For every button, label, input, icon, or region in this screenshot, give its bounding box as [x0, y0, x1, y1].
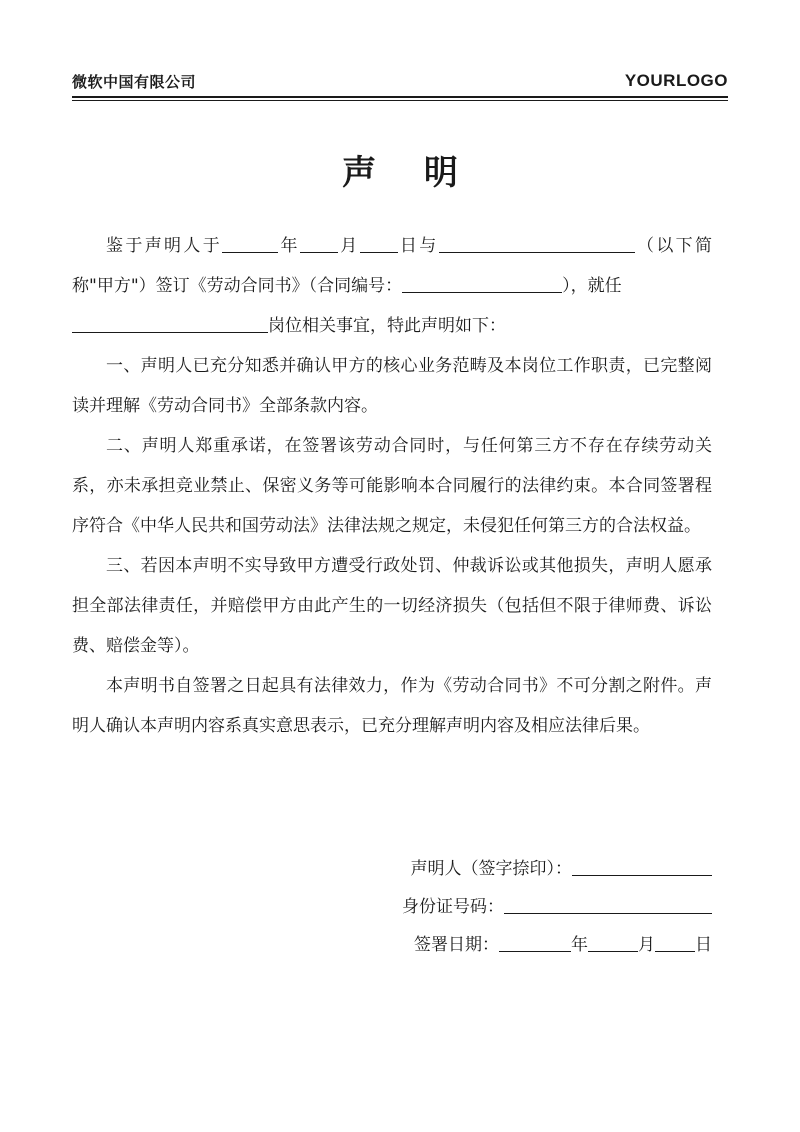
sign-month-field[interactable]: [588, 933, 638, 952]
clause-2: 二、声明人郑重承诺，在签署该劳动合同时，与任何第三方不存在存续劳动关系，亦未承担竞业禁止、保密义务等可能影响本合同履行的法律约束。本合同签署程序符合《中华人民共和国劳动法》法律法规之规定，未侵犯任何第三方的合法权益。: [72, 436, 712, 536]
sign-month-label: 月: [638, 935, 655, 955]
signature-block: [402, 850, 712, 964]
month-blank[interactable]: [300, 234, 338, 253]
header-divider-thin: [72, 100, 728, 101]
intro-text-4: ），就任: [562, 276, 622, 296]
party-a-blank[interactable]: [439, 234, 635, 253]
sign-day-label: 日: [695, 935, 712, 955]
year-blank[interactable]: [222, 234, 278, 253]
intro-text-2: 日与: [397, 236, 439, 256]
sign-day-field[interactable]: [655, 933, 695, 952]
day-blank[interactable]: [360, 234, 398, 253]
clause-3: 三、若因本声明不实导致甲方遭受行政处罚、仲裁诉讼或其他损失，声明人愿承担全部法律责任，并赔偿甲方由此产生的一切经济损失（包括但不限于律师费、诉讼费、赔偿金等）。: [72, 556, 712, 656]
header-divider: [72, 96, 728, 98]
intro-text-3: （以下简称"甲方"）签订《劳动合同书》（合同编号：: [72, 236, 713, 296]
closing-paragraph: 本声明书自签署之日起具有法律效力，作为《劳动合同书》不可分割之附件。声明人确认本声明内容系真实意思表示，已充分理解声明内容及相应法律后果。: [72, 676, 712, 736]
id-number-row: [402, 888, 712, 926]
page-header: [72, 68, 728, 94]
logo: YOURLOGO: [624, 71, 728, 90]
id-number-field[interactable]: [504, 895, 712, 914]
intro-month-label: 月: [337, 236, 360, 256]
sign-year-field[interactable]: [499, 933, 571, 952]
contract-number-blank[interactable]: [402, 274, 562, 293]
document-title: 声 明: [342, 153, 476, 193]
intro-text-5: 岗位相关事宜，特此声明如下：: [268, 316, 506, 336]
intro-line-3: [72, 306, 712, 346]
sign-date-row: [402, 926, 712, 964]
intro-text-1: 鉴于声明人于: [106, 236, 223, 256]
intro-year-label: 年: [278, 236, 300, 256]
clause-1: 一、声明人已充分知悉并确认甲方的核心业务范畴及本岗位工作职责，已完整阅读并理解《劳动合同书》全部条款内容。: [72, 356, 712, 416]
sign-year-label: 年: [571, 935, 588, 955]
position-blank[interactable]: [72, 314, 268, 333]
id-number-label: 身份证号码：: [402, 897, 504, 917]
intro-paragraph: [72, 226, 712, 346]
sign-date-label: 签署日期：: [414, 935, 499, 955]
declarant-label: 声明人（签字捺印）：: [410, 859, 572, 879]
company-name: 微软中国有限公司: [72, 72, 197, 91]
document-body: [72, 226, 712, 746]
declarant-signature-field[interactable]: [572, 857, 712, 876]
declarant-signature-row: [402, 850, 712, 888]
